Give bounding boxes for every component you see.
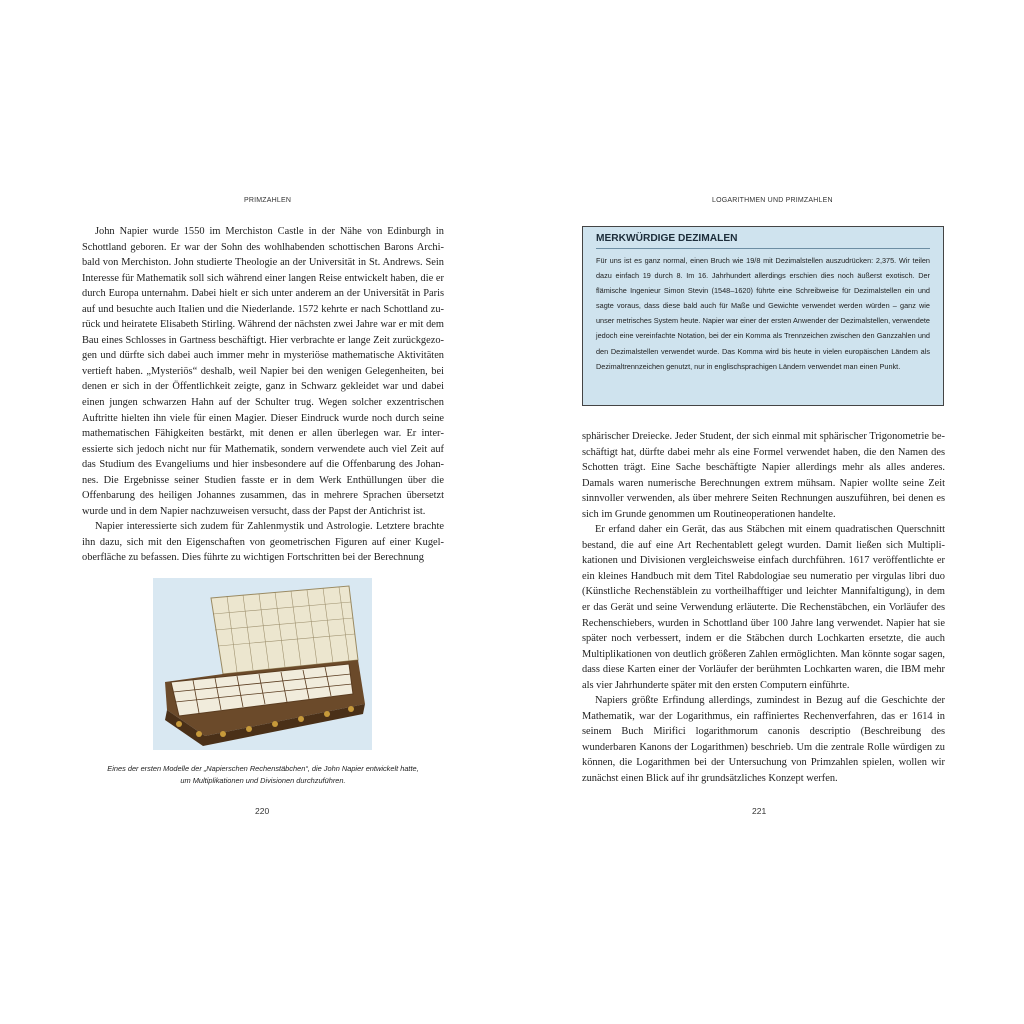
paragraph: Napier interessierte sich zudem für Zahlenmystik und Astrologie. Letztere brachte ihn dazu, sich mit den Eigenschaften von geometrischen Figuren auf einer Kugeloberfläche zu befassen. Dies führte zu wichtigen Fortschritten bei der Berechnung bbox=[82, 521, 444, 564]
page-number-left: 220 bbox=[255, 806, 270, 816]
napier-bones-illustration bbox=[153, 578, 372, 750]
body-text-right bbox=[582, 429, 945, 787]
running-head-right: LOGARITHMEN UND PRIMZAHLEN bbox=[712, 197, 833, 204]
napier-bones-photo bbox=[153, 578, 372, 750]
sidebar-box-text: Für uns ist es ganz normal, einen Bruch wie 19/8 mit Dezimalstellen auszudrücken: 2,375. Wir teilen dazu einfach 19 durch 8. Im 16. Jahrhundert allerdings erschien dies noch äußerst exotisch. Der flämische Ingenieur Simon Stevin (1548–1620) führte eine Schreibweise für Dezimalstellen ein und sagte voraus, dass diese bald auch für Maße und Gewichte verwendet werden würden – ganz wie unser metrisches System heute. Napier war einer der ersten Anwender der Dezimalstellen, verwendete jedoch eine vereinfachte Notation, bei der ein Komma als Trennzeichen zwischen den Ganzzahlen und den Dezimalstellen verwendet wurde. Das Komma wird bis heute in vielen europäischen Ländern als Dezimaltrennzeichen genutzt, nur in englischsprachigen Ländern verwendet man einen Punkt. bbox=[596, 256, 930, 371]
right-page bbox=[512, 0, 1024, 1024]
paragraph: John Napier wurde 1550 im Merchiston Castle in der Nähe von Edinburgh in Schottland geboren. Er war der Sohn des wohlhabenden schottischen Barons Archibald von Merchiston. John studierte Theologie an der Universität in St. Andrews. Sein Interesse für Mathematik soll sich während einer langen Reise entwickelt haben, die er durch Europa unternahm. Dabei hielt er sich unter anderem an der Universität in Paris auf und besuchte auch Italien und die Niederlande. 1572 kehrte er nach Schottland zurück und heiratete Elisabeth Stirling. Während der nächsten zwei Jahre war er mit dem Bau eines Schlosses in Gartness beschäftigt. Hier verbrachte er lange Zeit zurückgezogen und dürfte sich dabei auch immer mehr in mysteriöse mathematische Aktivitäten vertieft haben. „Mysteriös“ deshalb, weil Napier bei den wenigen Gelegenheiten, bei denen er sich in der Öffentlichkeit zeigte, ganz in Schwarz gekleidet war und dabei einen jungen schwarzen Hahn auf der Schulter trug. Wegen solcher exzentrischen Auftritte hielten ihn viele für einen Magier. Dieser Eindruck wurde noch durch seine mathematischen Fähigkeiten bestärkt, mit denen er allen überlegen war. Er interessierte sich jedoch nicht nur für Mathematik, sondern verwendete auch viel Zeit auf das Studium des Evangeliums und hier insbesondere auf die Offenbarung des Johannes. Die Ergebnisse seiner Studien fasste er in dem Werk Enthüllungen über die Offenbarung des heiligen Johannes zusammen, das in mehrere Sprachen übersetzt wurde und in dem Napier nachzuweisen versucht, dass der Papst der Antichrist ist. bbox=[82, 226, 444, 517]
running-head-left: PRIMZAHLEN bbox=[244, 197, 292, 204]
caption-line: Eines der ersten Modelle der „Napierschen Rechenstäbchen“, die John Napier entwickelt hatte, bbox=[107, 764, 419, 773]
sidebar-box-title: MERKWÜRDIGE DEZIMALEN bbox=[596, 233, 930, 249]
paragraph: Er erfand daher ein Gerät, das aus Stäbchen mit einem quadratischen Querschnitt bestand, die auf eine Art Rechentablett gelegt wurden. Damit ließen sich Multiplikationen und Divisionen vergleichsweise einfach durchführen. 1617 veröffentlichte er ein kleines Handbuch mit dem Titel Rabdologiae seu numeratio per virgulas libri duo (Künstliche Rechenstäblein zu vortheilhafftiger und leichter Mannifaltigung), in dem er das Gerät und seine Verwendung erläuterte. Die Rechenstäbchen, ein Vorläufer des Rechenschiebers, wurden in Schottland über 100 Jahre lang verwendet. Napier hat sie später noch verbessert, indem er die Stäbchen durch Lochkarten ersetzte, die auch Multiplikationen von deutlich größeren Zahlen ermöglichten. Man könnte sogar sagen, dass diese Karten einer der Vorläufer der berühmten Lochkarten waren, die IBM mehr als vier Jahrhunderte später mit den ersten Computern einführte. bbox=[582, 524, 945, 691]
sidebar-box bbox=[582, 226, 944, 406]
body-text-left bbox=[82, 224, 444, 566]
figure-caption bbox=[82, 763, 444, 787]
page-number-right: 221 bbox=[752, 806, 767, 816]
paragraph: sphärischer Dreiecke. Jeder Student, der sich einmal mit sphärischer Trigonometrie beschäftigt hat, dürfte dabei mehr als eine Formel verwendet haben, die den Namen des Schotten trägt. Eine Sache beschäftigte Napier allerdings mehr als alles anderes. Damals waren numerische Berechnungen extrem mühsam. Napier wollte seine Zeit sinnvoller verwenden, als über mehrere Seiten Rechnungen auszuführen, bei denen es sich im Grunde genommen um Routineoperationen handelte. bbox=[582, 431, 945, 520]
paragraph: Napiers größte Erfindung allerdings, zumindest in Bezug auf die Geschichte der Mathematik, war der Logarithmus, ein raffiniertes Rechenverfahren, das er 1614 in seinem Buch Mirifici logarithmorum canonis descriptio (Beschreibung des wunderbaren Kanons der Logarithmen) beschrieb. Um die zentrale Rolle würdigen zu können, die Logarithmen bei der Untersuchung von Primzahlen spielen, wollen wir zunächst einen Blick auf ihr grundsätzliches Konzept werfen. bbox=[582, 695, 945, 785]
caption-line: um Multiplikationen und Divisionen durchzuführen. bbox=[180, 776, 346, 785]
